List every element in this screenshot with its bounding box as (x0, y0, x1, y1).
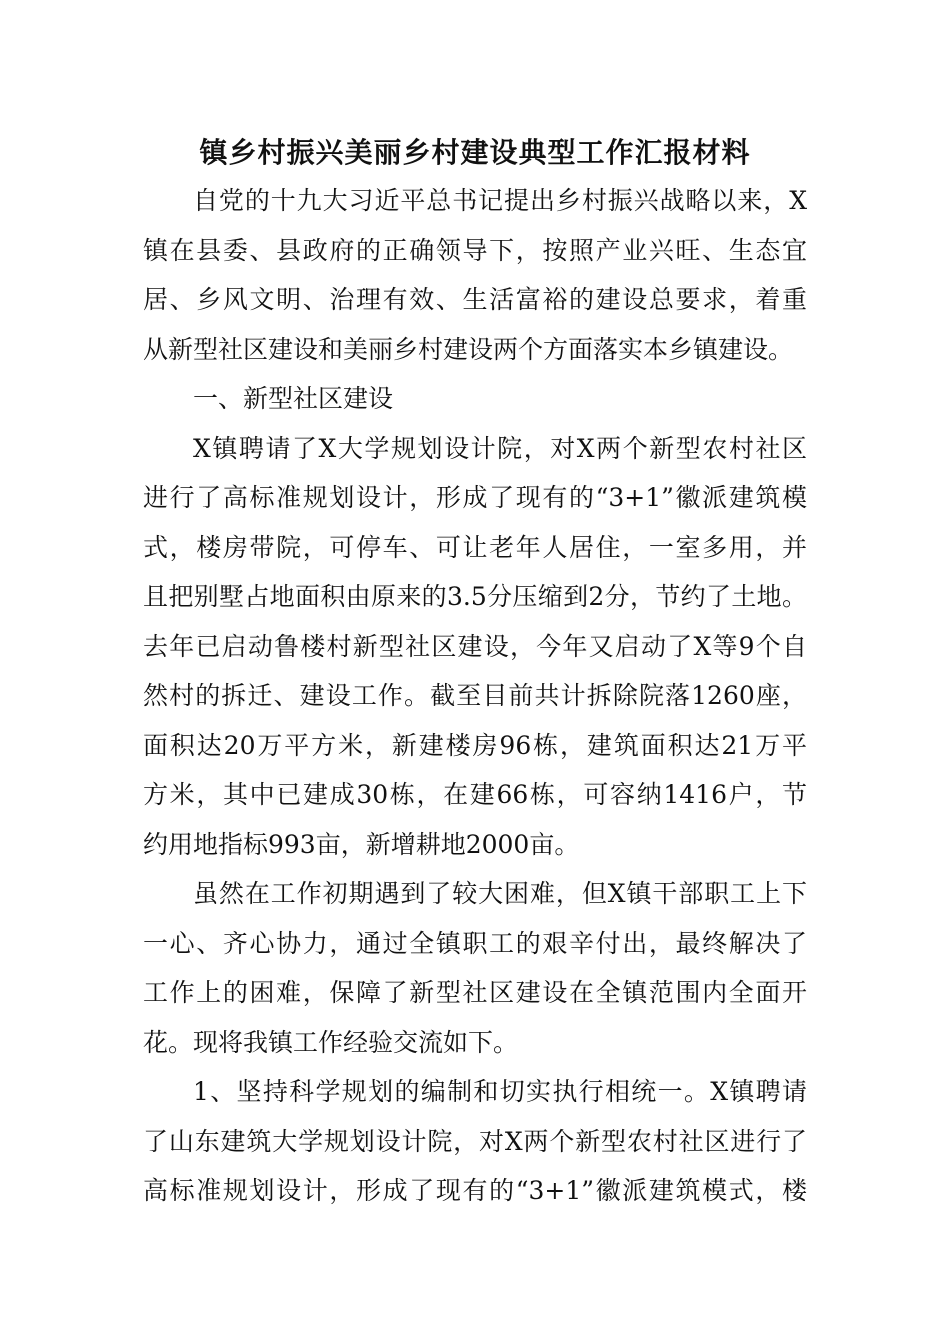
document-body (143, 176, 807, 1216)
paragraph-line: 工作上的困难，保障了新型社区建设在全镇范围内全面开 (143, 978, 807, 1007)
paragraph-line: 镇在县委、县政府的正确领导下，按照产业兴旺、生态宜 (143, 235, 807, 265)
paragraph-line: 高标准规划设计，形成了现有的“3+1”徽派建筑模式，楼 (143, 1176, 807, 1205)
paragraph-line: X镇聘请了X大学规划设计院，对X两个新型农村社区 (193, 433, 807, 463)
paragraph-line: 虽然在工作初期遇到了较大困难，但X镇干部职工上下 (193, 879, 807, 908)
paragraph-line: 自党的十九大习近平总书记提出乡村振兴战略以来，X (193, 186, 807, 215)
paragraph-line: 且把别墅占地面积由原来的3.5分压缩到2分，节约了土地。 (143, 582, 807, 611)
paragraph-line: 从新型社区建设和美丽乡村建设两个方面落实本乡镇建设。 (143, 334, 794, 364)
paragraph-line: 了山东建筑大学规划设计院，对X两个新型农村社区进行了 (143, 1126, 807, 1156)
section-heading: 一、新型社区建设 (193, 384, 394, 413)
paragraph-line: 一心、齐心协力，通过全镇职工的艰辛付出，最终解决了 (143, 928, 807, 958)
paragraph-line: 然村的拆迁、建设工作。截至目前共计拆除院落1260座， (143, 681, 807, 710)
paragraph-line: 进行了高标准规划设计，形成了现有的“3+1”徽派建筑模 (143, 483, 807, 512)
paragraph-line: 去年已启动鲁楼村新型社区建设，今年又启动了X等9个自 (143, 631, 807, 661)
paragraph-line: 式，楼房带院，可停车、可让老年人居住，一室多用，并 (143, 532, 807, 562)
paragraph-line: 约用地指标993亩，新增耕地2000亩。 (143, 829, 580, 859)
paragraph-line: 1、坚持科学规划的编制和切实执行相统一。X镇聘请 (193, 1077, 807, 1106)
paragraph-line: 居、乡风文明、治理有效、生活富裕的建设总要求，着重 (143, 285, 807, 314)
paragraph-line: 花。现将我镇工作经验交流如下。 (143, 1027, 519, 1057)
paragraph-line: 方米，其中已建成30栋，在建66栋，可容纳1416户，节 (143, 780, 807, 809)
paragraph-line: 面积达20万平方米，新建楼房96栋，建筑面积达21万平 (143, 730, 807, 760)
document-title: 镇乡村振兴美丽乡村建设典型工作汇报材料 (199, 136, 751, 169)
